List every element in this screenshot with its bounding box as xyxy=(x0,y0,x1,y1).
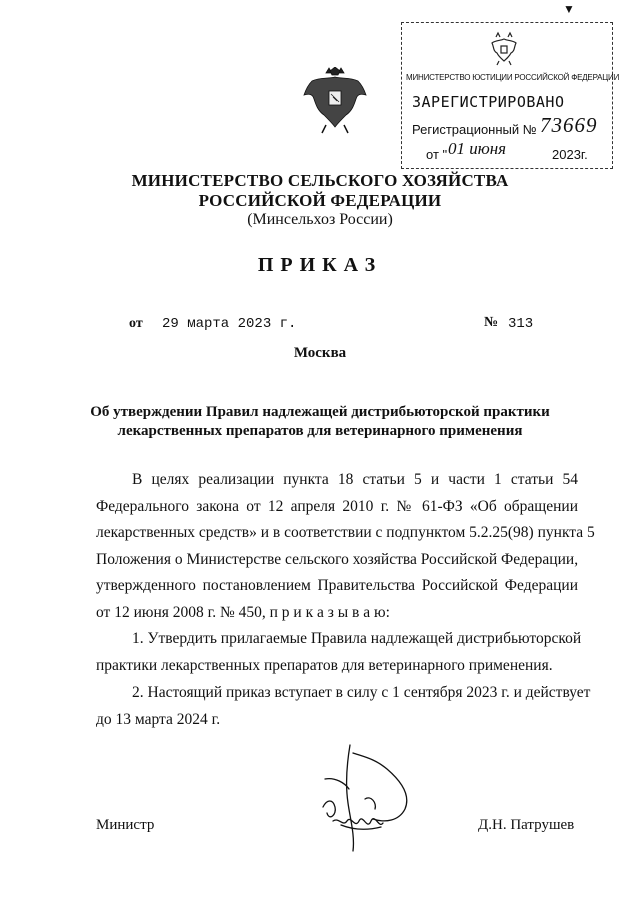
coat-of-arms-emblem-icon xyxy=(300,67,370,135)
registration-stamp xyxy=(401,22,620,169)
handwritten-signature xyxy=(305,743,425,855)
body-line: до 13 марта 2024 г. xyxy=(96,711,221,728)
ministry-name-line2: РОССИЙСКОЙ ФЕДЕРАЦИИ xyxy=(198,191,442,210)
body-line: от 12 июня 2008 г. № 450, п р и к а з ы в а ю: xyxy=(96,604,390,621)
document-type: ПРИКАЗ xyxy=(257,254,383,276)
order-number: 313 xyxy=(508,316,534,332)
body-line: Положения о Министерстве сельского хозяйства Российской Федерации, xyxy=(96,551,579,568)
body-line: В целях реализации пункта 18 статьи 5 и части 1 статьи 54 xyxy=(132,471,578,488)
ministry-short-name: (Минсельхоз России) xyxy=(247,211,393,228)
body-line: лекарственных средств» и в соответствии с подпунктом 5.2.25(98) пункта 5 xyxy=(96,524,595,541)
stamp-reg-number-label: Регистрационный № xyxy=(412,122,537,137)
stamp-reg-number: 73669 xyxy=(540,113,598,137)
body-line: 2. Настоящий приказ вступает в силу с 1 сентября 2023 г. и действует xyxy=(132,684,591,701)
body-line: практики лекарственных препаратов для ветеринарного применения. xyxy=(96,657,553,674)
order-date: 29 марта 2023 г. xyxy=(162,316,297,332)
stamp-emblem-icon xyxy=(484,31,524,67)
stamp-status: ЗАРЕГИСТРИРОВАНО xyxy=(412,93,565,111)
city: Москва xyxy=(293,345,347,361)
order-title-line1: Об утверждении Правил надлежащей дистрибьюторской практики xyxy=(90,404,550,420)
stamp-ministry-name: МИНИСТЕРСТВО ЮСТИЦИИ РОССИЙСКОЙ ФЕДЕРАЦИИ xyxy=(406,73,620,82)
corner-mark: ▼ xyxy=(563,2,575,16)
order-date-label: от xyxy=(129,316,143,331)
signer-name: Д.Н. Патрушев xyxy=(478,817,575,833)
stamp-year: 2023г. xyxy=(552,147,588,162)
ministry-name-line1: МИНИСТЕРСТВО СЕЛЬСКОГО ХОЗЯЙСТВА xyxy=(131,171,509,190)
body-line: 1. Утвердить прилагаемые Правила надлежащей дистрибьюторской xyxy=(132,630,582,647)
order-title-line2: лекарственных препаратов для ветеринарного применения xyxy=(117,423,523,439)
stamp-date-prefix: от " xyxy=(426,147,448,162)
body-line: Федерального закона от 12 апреля 2010 г. № 61-ФЗ «Об обращении xyxy=(96,498,578,515)
order-number-label: № xyxy=(484,315,499,330)
stamp-date-handwritten: 01 июня xyxy=(448,139,507,158)
signer-title: Министр xyxy=(96,817,155,833)
body-line: утвержденного постановлением Правительства Российской Федерации xyxy=(96,577,578,594)
